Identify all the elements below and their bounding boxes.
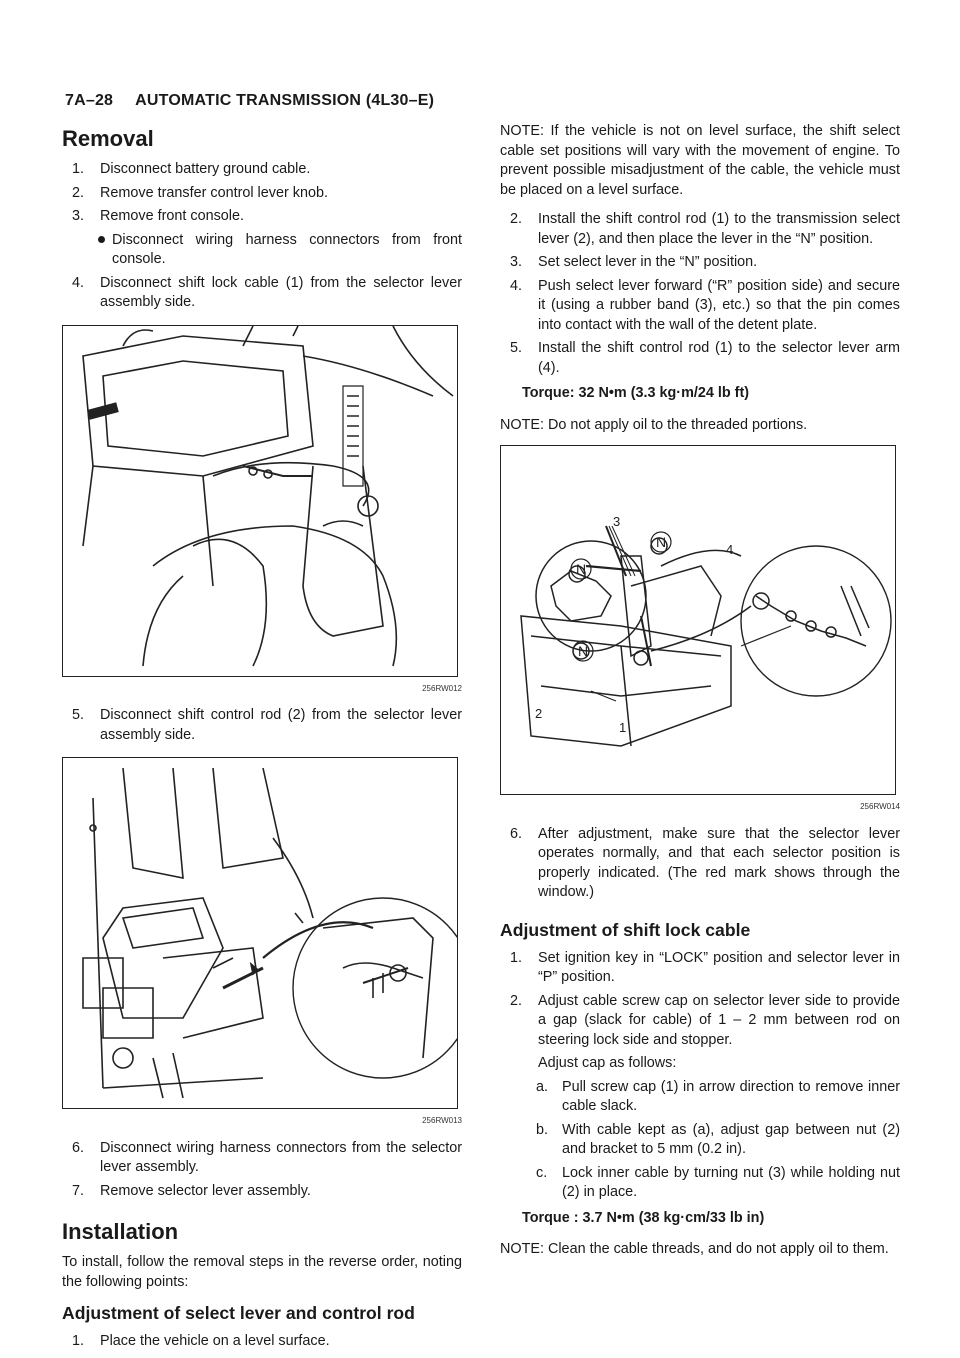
lock-step-1: 1. Set ignition key in “LOCK” position and selector lever in “P” position. xyxy=(510,949,900,985)
removal-step-3: 3. Remove front console. xyxy=(72,208,244,224)
figure-select-lever-adjustment xyxy=(500,445,896,795)
figure-shift-lock-cable xyxy=(62,325,458,677)
adjust-select-lever-heading: Adjustment of select lever and control rod xyxy=(62,1303,415,1323)
figure-shift-control-rod xyxy=(62,757,458,1109)
removal-bullet: Disconnect wiring harness connectors from front console. xyxy=(98,231,462,270)
lock-substep-a: a. Pull screw cap (1) in arrow direction to remove inner cable slack. xyxy=(536,1078,900,1114)
install-step-1: 1. Place the vehicle on a level surface. xyxy=(72,1333,330,1349)
figure-label-2: 2 xyxy=(535,706,543,721)
figure-code-1: 256RW012 xyxy=(422,683,462,693)
install-step-2: 2. Install the shift control rod (1) to the transmission select lever (2), and then place the lever in the “N” position. xyxy=(510,211,900,247)
left-column xyxy=(62,122,462,1356)
installation-heading: Installation xyxy=(62,1219,179,1244)
removal-step-5: 5. Disconnect shift control rod (2) from the selector lever assembly side. xyxy=(72,707,462,743)
figure-label-3: 3 xyxy=(613,514,621,529)
figure-label-1: 1 xyxy=(619,720,627,735)
note-level-surface: NOTE: If the vehicle is not on level surface, the shift select cable set positions will vary with the movement of engine. To prevent possible misadjustment of the cable, the vehicle must be placed on a level surface. xyxy=(500,123,900,198)
torque-spec-2: Torque : 3.7 N•m (38 kg·cm/33 lb in) xyxy=(522,1209,765,1226)
figure-label-n-left: N xyxy=(576,561,587,577)
right-column xyxy=(500,122,900,1270)
note-no-oil: NOTE: Do not apply oil to the threaded portions. xyxy=(500,416,808,433)
note-clean-threads: NOTE: Clean the cable threads, and do not apply oil to them. xyxy=(500,1241,889,1257)
adjust-shift-lock-heading: Adjustment of shift lock cable xyxy=(500,919,751,940)
figure-label-n-top: N xyxy=(656,534,667,550)
torque-spec-1: Torque: 32 N•m (3.3 kg·m/24 lb ft) xyxy=(522,385,750,401)
bullet-dot xyxy=(98,236,105,243)
select-lever-illustration xyxy=(501,446,895,794)
lock-step-2: 2. Adjust cable screw cap on selector lever side to provide a gap (slack for cable) of 1 – 2 mm between rod on steering lock side and stopper. xyxy=(510,992,900,1048)
lock-substep-b: b. With cable kept as (a), adjust gap between nut (2) and bracket to 5 mm (0.2 in). xyxy=(536,1121,900,1157)
install-step-5: 5. Install the shift control rod (1) to the selector lever arm (4). xyxy=(510,340,900,376)
lock-substep-c: c. Lock inner cable by turning nut (3) while holding nut (2) in place. xyxy=(536,1164,900,1200)
removal-step-4: 4. Disconnect shift lock cable (1) from the selector lever assembly side. xyxy=(72,274,462,310)
removal-step-6: 6. Disconnect wiring harness connectors from the selector lever assembly. xyxy=(72,1139,462,1175)
removal-heading: Removal xyxy=(62,126,154,151)
shift-lock-illustration xyxy=(63,326,457,676)
install-step-3: 3. Set select lever in the “N” position. xyxy=(510,254,758,270)
figure-label-n-bottom: N xyxy=(578,643,589,659)
installation-intro: To install, follow the removal steps in the reverse order, noting the following points: xyxy=(62,1254,462,1290)
removal-step-7: 7. Remove selector lever assembly. xyxy=(72,1182,311,1199)
figure-code-2: 256RW013 xyxy=(422,1116,462,1125)
removal-step-2: 2. Remove transfer control lever knob. xyxy=(72,184,328,201)
figure-code-3: 256RW014 xyxy=(860,802,900,811)
install-step-4: 4. Push select lever forward (“R” position side) and secure it (using a rubber band (3), etc.) so that the pin comes into contact with the wall of the detent plate. xyxy=(510,277,900,333)
control-rod-illustration xyxy=(63,758,457,1108)
page-title: AUTOMATIC TRANSMISSION (4L30–E) xyxy=(135,92,435,109)
page-code: 7A–28 xyxy=(65,92,114,109)
install-step-6: 6. After adjustment, make sure that the selector lever operates normally, and that each selector position is properly indicated. (The red mark shows through the window.) xyxy=(510,825,900,900)
page-header xyxy=(65,92,434,110)
figure-label-4: 4 xyxy=(726,542,734,557)
removal-step-1: 1. Disconnect battery ground cable. xyxy=(72,161,311,177)
lock-adjust-cap: Adjust cap as follows: xyxy=(538,1055,677,1071)
